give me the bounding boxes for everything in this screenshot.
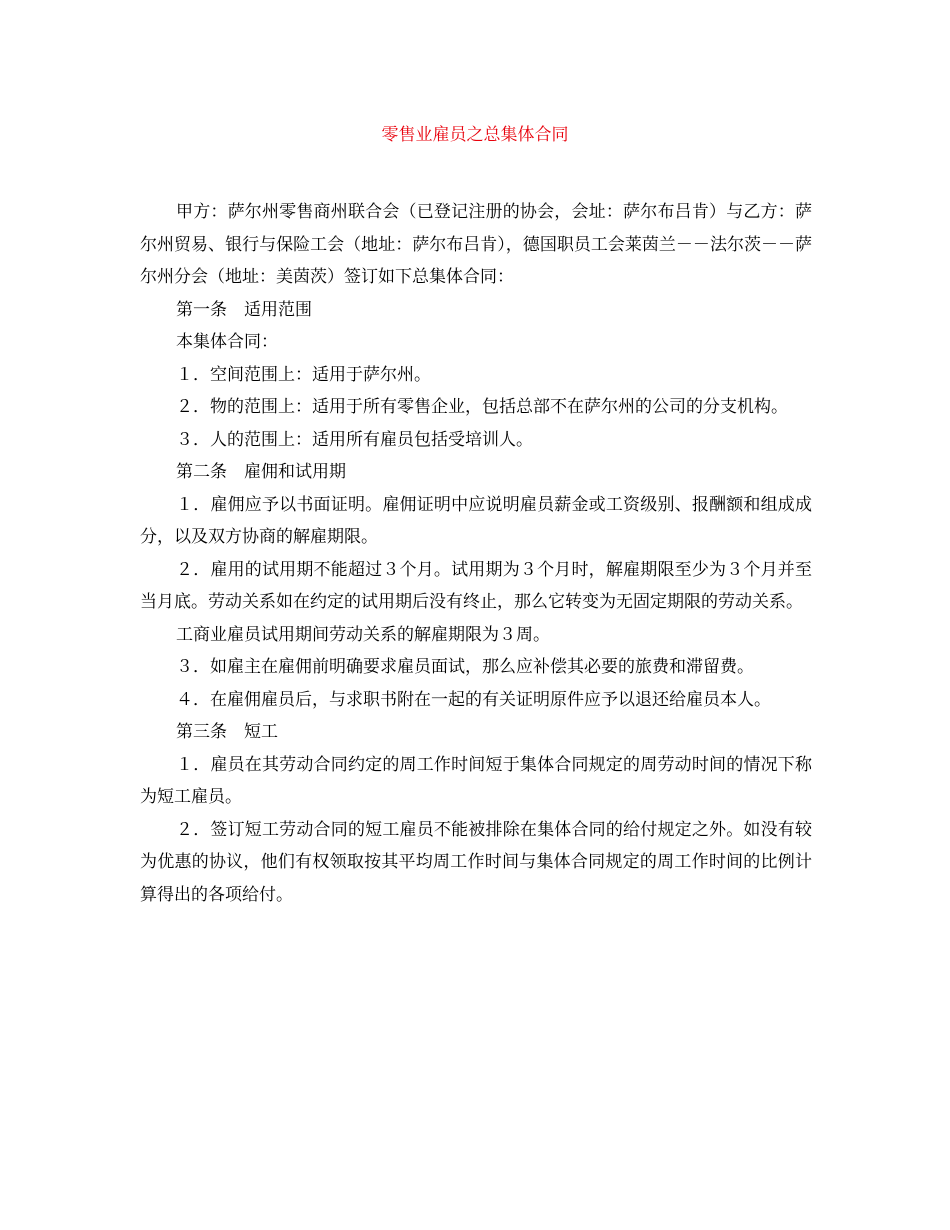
article-1-heading: 第一条 适用范围 [176,299,312,320]
article-1-item-1: １．空间范围上：适用于萨尔州。 [176,364,431,385]
article-3-item-2: ２．签订短工劳动合同的短工雇员不能被排除在集体合同的给付规定之外。如没有较为优惠的协议，他们有权领取按其平均周工作时间与集体合同规定的周工作时间的比例计算得出的各项给付。 [140,819,812,905]
article-2-item-2: ２．雇用的试用期不能超过３个月。试用期为３个月时，解雇期限至少为３个月并至当月底。劳动关系如在约定的试用期后没有终止，那么它转变为无固定期限的劳动关系。 [140,559,812,612]
article-3-heading: 第三条 短工 [176,722,278,742]
article-1-intro: 本集体合同： [176,332,278,352]
preamble-paragraph: 甲方：萨尔州零售商州联合会（已登记注册的协会，会址：萨尔布吕肯）与乙方：萨尔州贸易、银行与保险工会（地址：萨尔布吕肯），德国职员工会莱茵兰－－法尔茨－－萨尔州分会（地址：美茵茨）签订如下总集体合同： [140,202,812,287]
document-body [140,196,812,911]
document-title: 零售业雇员之总集体合同 [381,125,569,145]
article-2-item-4: ４．在雇佣雇员后，与求职书附在一起的有关证明原件应予以退还给雇员本人。 [176,689,771,710]
article-2-note: 工商业雇员试用期间劳动关系的解雇期限为３周。 [176,624,550,645]
article-1-item-3: ３．人的范围上：适用所有雇员包括受培训人。 [176,429,533,450]
article-1-item-2: ２．物的范围上：适用于所有零售企业，包括总部不在萨尔州的公司的分支机构。 [176,397,788,417]
article-3-item-1: １．雇员在其劳动合同约定的周工作时间短于集体合同规定的周劳动时间的情况下称为短工雇员。 [140,754,812,807]
article-2-heading: 第二条 雇佣和试用期 [176,462,346,482]
article-2-item-1: １．雇佣应予以书面证明。雇佣证明中应说明雇员薪金或工资级别、报酬额和组成成分，以及双方协商的解雇期限。 [140,494,812,547]
article-2-item-3: ３．如雇主在雇佣前明确要求雇员面试，那么应补偿其必要的旅费和滞留费。 [176,657,754,677]
